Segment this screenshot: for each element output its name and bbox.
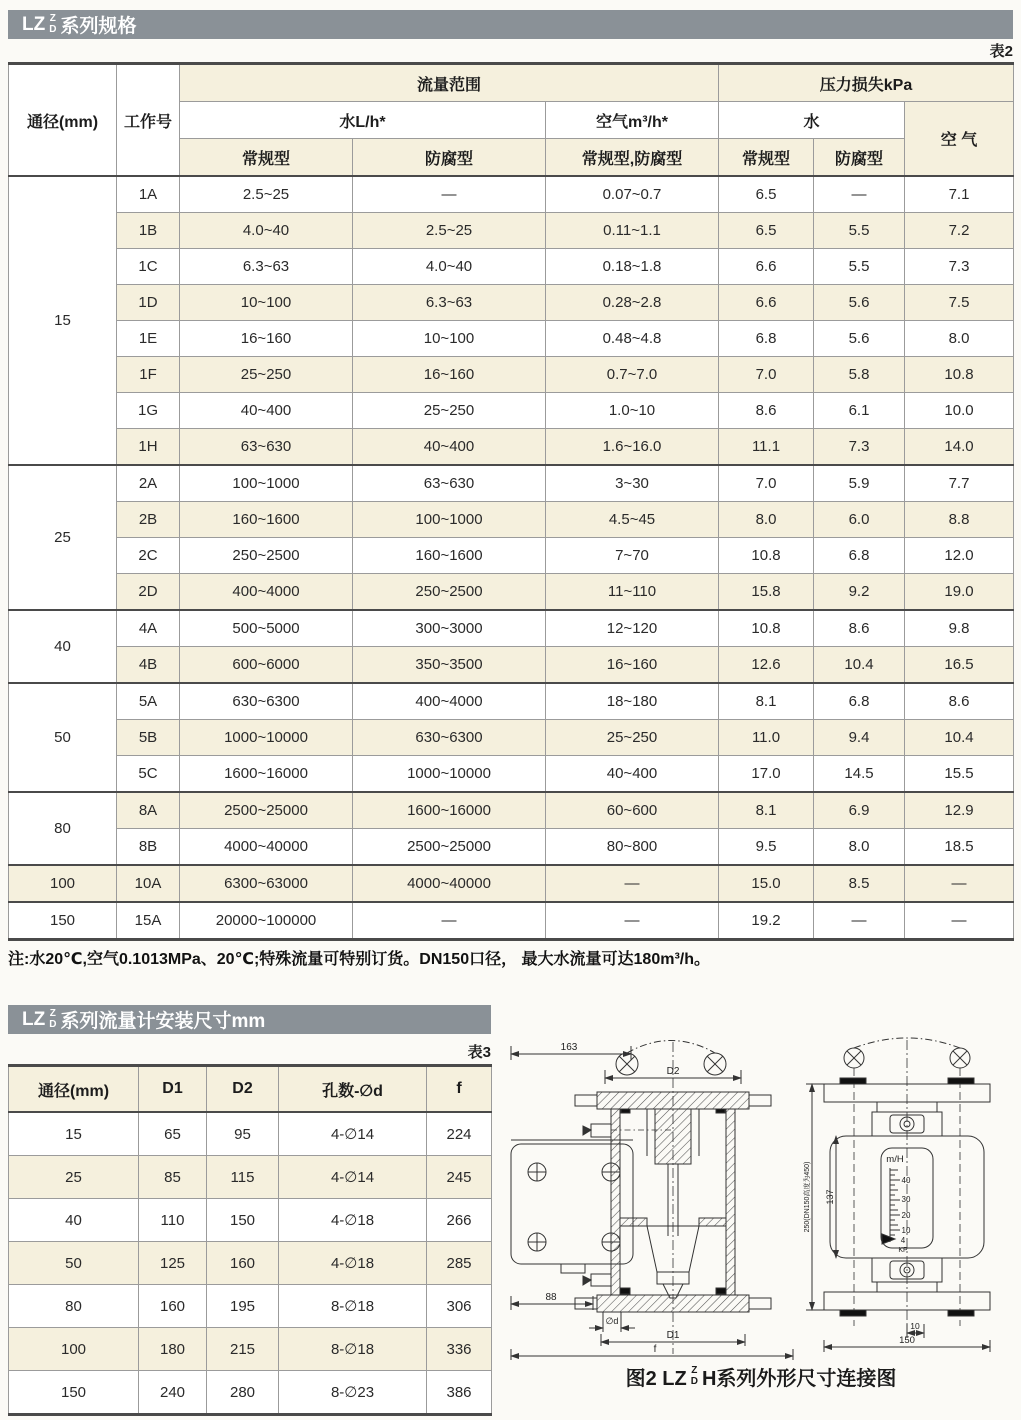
- value-cell: 1.6~16.0: [546, 429, 719, 466]
- work-no-cell: 8B: [117, 829, 180, 866]
- value-cell: 4.0~40: [353, 249, 546, 285]
- value-cell: 10~100: [180, 285, 353, 321]
- value-cell: 3~30: [546, 465, 719, 502]
- value-cell: 266: [427, 1199, 492, 1242]
- col-header-anticorrosion-type: 防腐型: [353, 139, 546, 177]
- side-fitting: [583, 1274, 611, 1286]
- series-logo-stack: [49, 14, 56, 35]
- value-cell: 100~1000: [180, 465, 353, 502]
- table-row: [9, 574, 1014, 611]
- value-cell: 4000~40000: [180, 829, 353, 866]
- value-cell: 40: [9, 1199, 139, 1242]
- value-cell: 1.0~10: [546, 393, 719, 429]
- value-cell: 2500~25000: [180, 792, 353, 829]
- section-title: 系列流量计安装尺寸mm: [60, 1011, 266, 1032]
- value-cell: 25~250: [546, 720, 719, 756]
- work-no-cell: 10A: [117, 865, 180, 902]
- pipe-size-cell: 150: [9, 902, 117, 940]
- value-cell: 0.18~1.8: [546, 249, 719, 285]
- value-cell: 5.5: [814, 213, 905, 249]
- table-row: [9, 1285, 492, 1328]
- value-cell: 40~400: [353, 429, 546, 466]
- value-cell: 7~70: [546, 538, 719, 574]
- value-cell: 4.0~40: [180, 213, 353, 249]
- value-cell: 9.8: [905, 610, 1014, 647]
- value-cell: 10~100: [353, 321, 546, 357]
- work-no-cell: 1D: [117, 285, 180, 321]
- value-cell: 19.0: [905, 574, 1014, 611]
- value-cell: 7.3: [814, 429, 905, 466]
- scale-tick-label: 20: [901, 1211, 911, 1220]
- tube-wall: [611, 1109, 620, 1295]
- table-row: [9, 610, 1014, 647]
- value-cell: 386: [427, 1371, 492, 1415]
- work-no-cell: 5A: [117, 683, 180, 720]
- pipe-size-cell: 15: [9, 176, 117, 465]
- value-cell: 500~5000: [180, 610, 353, 647]
- logo-sup: Z: [49, 1008, 56, 1019]
- value-cell: 11.0: [719, 720, 814, 756]
- value-cell: 15.0: [719, 865, 814, 902]
- value-cell: 285: [427, 1242, 492, 1285]
- table2-label: 表2: [989, 43, 1013, 60]
- bolt-icon: [528, 1163, 546, 1181]
- value-cell: 110: [139, 1199, 207, 1242]
- column-header: f: [427, 1066, 492, 1113]
- pipe-size-cell: 50: [9, 683, 117, 792]
- value-cell: 7.7: [905, 465, 1014, 502]
- value-cell: 6300~63000: [180, 865, 353, 902]
- table-row: [9, 1199, 492, 1242]
- install-table-header-row: [9, 1066, 492, 1113]
- series-logo-stack: [49, 1009, 56, 1030]
- dim-label: D1: [666, 1330, 680, 1341]
- work-no-cell: 15A: [117, 902, 180, 940]
- value-cell: 5.6: [814, 285, 905, 321]
- col-header-air: 空 气: [905, 102, 1014, 177]
- scale-ticks: [890, 1168, 900, 1242]
- value-cell: 2.5~25: [353, 213, 546, 249]
- value-cell: 630~6300: [353, 720, 546, 756]
- table-row: [9, 393, 1014, 429]
- value-cell: 18.5: [905, 829, 1014, 866]
- value-cell: 60~600: [546, 792, 719, 829]
- value-cell: 1000~10000: [353, 756, 546, 793]
- table-row: [9, 285, 1014, 321]
- dim-label: 137: [825, 1189, 835, 1205]
- column-header: 孔数-∅d: [279, 1066, 427, 1113]
- value-cell: 5.8: [814, 357, 905, 393]
- scale-unit-label: m/H: [886, 1154, 904, 1165]
- table-row: [9, 249, 1014, 285]
- dim-label: f: [653, 1344, 657, 1355]
- col-header-standard-anticorrosion: 常规型,防腐型: [546, 139, 719, 177]
- logo-sub: D: [49, 23, 57, 35]
- handwheel-icon: [616, 1053, 638, 1075]
- value-cell: 9.4: [814, 720, 905, 756]
- value-cell: 16.5: [905, 647, 1014, 684]
- value-cell: 1000~10000: [180, 720, 353, 756]
- tube-wall: [726, 1109, 735, 1295]
- value-cell: 6.1: [814, 393, 905, 429]
- section-install-header-bar: [8, 1005, 491, 1034]
- pipe-size-cell: 100: [9, 865, 117, 902]
- work-no-cell: 5C: [117, 756, 180, 793]
- section-spec-header-bar: [8, 10, 1013, 39]
- value-cell: 250~2500: [353, 574, 546, 611]
- value-cell: 14.5: [814, 756, 905, 793]
- value-cell: 8.1: [719, 792, 814, 829]
- value-cell: 6.3~63: [180, 249, 353, 285]
- value-cell: 10.4: [814, 647, 905, 684]
- value-cell: 160~1600: [180, 502, 353, 538]
- value-cell: 8.6: [814, 610, 905, 647]
- value-cell: 63~630: [180, 429, 353, 466]
- spec-table: [8, 62, 1014, 941]
- col-header-standard-type: 常规型: [180, 139, 353, 177]
- value-cell: 5.6: [814, 321, 905, 357]
- value-cell: 80: [9, 1285, 139, 1328]
- footnote: 注:水20℃,空气0.1013MPa、20℃;特殊流量可特别订货。DN150口径， 最大水流量可达180m³/h。: [8, 951, 711, 968]
- col-header-pipe-size: 通径(mm): [9, 64, 117, 177]
- logo-sup: Z: [49, 13, 56, 24]
- value-cell: 180: [139, 1328, 207, 1371]
- work-no-cell: 2C: [117, 538, 180, 574]
- pipe-size-cell: 80: [9, 792, 117, 865]
- value-cell: 40~400: [546, 756, 719, 793]
- value-cell: 8.0: [905, 321, 1014, 357]
- value-cell: 240: [139, 1371, 207, 1415]
- table-row: [9, 756, 1014, 793]
- value-cell: 9.5: [719, 829, 814, 866]
- value-cell: 85: [139, 1156, 207, 1199]
- value-cell: 250~2500: [180, 538, 353, 574]
- value-cell: 115: [207, 1156, 279, 1199]
- value-cell: 50: [9, 1242, 139, 1285]
- value-cell: 11~110: [546, 574, 719, 611]
- dim-label: 250(DN150高度为450): [804, 1161, 811, 1233]
- table-row: [9, 213, 1014, 249]
- scale-tick-label: 10: [901, 1226, 911, 1235]
- install-table-header: [9, 1066, 492, 1113]
- value-cell: 25~250: [353, 393, 546, 429]
- col-header-anticorrosion-type-2: 防腐型: [814, 139, 905, 177]
- value-cell: 6.5: [719, 213, 814, 249]
- external-view-drawing: [802, 1036, 1016, 1361]
- work-no-cell: 4B: [117, 647, 180, 684]
- pipe-size-cell: 40: [9, 610, 117, 683]
- dim-label: D2: [666, 1066, 680, 1077]
- value-cell: —: [814, 902, 905, 940]
- value-cell: 6.5: [719, 176, 814, 213]
- value-cell: 150: [9, 1371, 139, 1415]
- value-cell: 6.3~63: [353, 285, 546, 321]
- value-cell: 600~6000: [180, 647, 353, 684]
- value-cell: 16~160: [546, 647, 719, 684]
- value-cell: 18~180: [546, 683, 719, 720]
- column-header: 通径(mm): [9, 1066, 139, 1113]
- spec-table-header: [9, 64, 1014, 177]
- value-cell: 0.7~7.0: [546, 357, 719, 393]
- handwheel-icon: [844, 1048, 864, 1068]
- work-no-cell: 1C: [117, 249, 180, 285]
- value-cell: 400~4000: [180, 574, 353, 611]
- table-row: [9, 720, 1014, 756]
- col-header-water: 水: [719, 102, 905, 139]
- value-cell: 336: [427, 1328, 492, 1371]
- table-row: [9, 902, 1014, 940]
- scale-tick-label: 40: [901, 1176, 911, 1185]
- work-no-cell: 2B: [117, 502, 180, 538]
- table-row: [9, 1328, 492, 1371]
- value-cell: 4-∅18: [279, 1242, 427, 1285]
- value-cell: 306: [427, 1285, 492, 1328]
- value-cell: 125: [139, 1242, 207, 1285]
- value-cell: 8.8: [905, 502, 1014, 538]
- table-row: [9, 176, 1014, 213]
- value-cell: 7.2: [905, 213, 1014, 249]
- value-cell: 8-∅18: [279, 1285, 427, 1328]
- value-cell: —: [905, 902, 1014, 940]
- value-cell: 4000~40000: [353, 865, 546, 902]
- dim-label: 163: [560, 1042, 578, 1053]
- spec-table-body: [9, 176, 1014, 940]
- scale-tick-label: 30: [901, 1195, 911, 1204]
- table-row: [9, 357, 1014, 393]
- bolt-icon: [528, 1233, 546, 1251]
- value-cell: 1600~16000: [353, 792, 546, 829]
- table-row: [9, 1112, 492, 1156]
- table-row: [9, 829, 1014, 866]
- install-table-body: [9, 1112, 492, 1415]
- value-cell: 4-∅14: [279, 1156, 427, 1199]
- col-header-flow-range: 流量范围: [180, 64, 719, 102]
- value-cell: 25: [9, 1156, 139, 1199]
- figure-caption: 图2 LZ Z D H系列外形尺寸连接图: [625, 1365, 897, 1390]
- table-row: [9, 1242, 492, 1285]
- value-cell: 195: [207, 1285, 279, 1328]
- value-cell: 7.0: [719, 465, 814, 502]
- value-cell: 10.0: [905, 393, 1014, 429]
- work-no-cell: 2A: [117, 465, 180, 502]
- table-row: [9, 429, 1014, 466]
- sectional-view-drawing: [505, 1036, 800, 1361]
- value-cell: 350~3500: [353, 647, 546, 684]
- value-cell: 8.1: [719, 683, 814, 720]
- value-cell: 4-∅14: [279, 1112, 427, 1156]
- value-cell: 6.0: [814, 502, 905, 538]
- value-cell: 15.8: [719, 574, 814, 611]
- value-cell: 2.5~25: [180, 176, 353, 213]
- table3-label: 表3: [467, 1044, 491, 1061]
- work-no-cell: 1E: [117, 321, 180, 357]
- dim-label: 10: [910, 1321, 920, 1331]
- value-cell: 15: [9, 1112, 139, 1156]
- value-cell: 0.28~2.8: [546, 285, 719, 321]
- work-no-cell: 1B: [117, 213, 180, 249]
- work-no-cell: 1F: [117, 357, 180, 393]
- value-cell: 8.6: [905, 683, 1014, 720]
- value-cell: 400~4000: [353, 683, 546, 720]
- value-cell: 630~6300: [180, 683, 353, 720]
- bottom-flange: [597, 1295, 749, 1312]
- work-no-cell: 2D: [117, 574, 180, 611]
- value-cell: 7.3: [905, 249, 1014, 285]
- logo-sub: D: [49, 1018, 57, 1030]
- col-header-air-m3h: 空气m³/h*: [546, 102, 719, 139]
- table-row: [9, 683, 1014, 720]
- value-cell: 160~1600: [353, 538, 546, 574]
- value-cell: 0.48~4.8: [546, 321, 719, 357]
- value-cell: 8-∅18: [279, 1328, 427, 1371]
- value-cell: 215: [207, 1328, 279, 1371]
- value-cell: 100: [9, 1328, 139, 1371]
- bolt-icon: [602, 1233, 620, 1251]
- pipe-size-cell: 25: [9, 465, 117, 610]
- value-cell: 95: [207, 1112, 279, 1156]
- table-row: [9, 502, 1014, 538]
- value-cell: 7.1: [905, 176, 1014, 213]
- value-cell: 5.9: [814, 465, 905, 502]
- value-cell: 16~160: [180, 321, 353, 357]
- value-cell: 40~400: [180, 393, 353, 429]
- value-cell: 10.4: [905, 720, 1014, 756]
- value-cell: 6.8: [814, 538, 905, 574]
- value-cell: 8-∅23: [279, 1371, 427, 1415]
- value-cell: 6.9: [814, 792, 905, 829]
- value-cell: 19.2: [719, 902, 814, 940]
- table-row: [9, 865, 1014, 902]
- table-row: [9, 1371, 492, 1415]
- table-row: [9, 1156, 492, 1199]
- value-cell: 5.5: [814, 249, 905, 285]
- value-cell: 14.0: [905, 429, 1014, 466]
- value-cell: 25~250: [180, 357, 353, 393]
- value-cell: 280: [207, 1371, 279, 1415]
- column-header: D1: [139, 1066, 207, 1113]
- value-cell: 12~120: [546, 610, 719, 647]
- value-cell: 8.5: [814, 865, 905, 902]
- bolt-icon: [602, 1163, 620, 1181]
- work-no-cell: 8A: [117, 792, 180, 829]
- col-header-standard-type-2: 常规型: [719, 139, 814, 177]
- value-cell: —: [546, 902, 719, 940]
- series-logo: LZ: [22, 13, 46, 35]
- scale-tick-label: 4: [900, 1236, 906, 1245]
- value-cell: 17.0: [719, 756, 814, 793]
- table-row: [9, 647, 1014, 684]
- col-header-work-no: 工作号: [117, 64, 180, 177]
- table-row: [9, 465, 1014, 502]
- work-no-cell: 5B: [117, 720, 180, 756]
- col-header-pressure-loss: 压力损失kPa: [719, 64, 1014, 102]
- value-cell: 63~630: [353, 465, 546, 502]
- value-cell: 150: [207, 1199, 279, 1242]
- value-cell: 4-∅18: [279, 1199, 427, 1242]
- series-logo: LZ: [22, 1008, 46, 1030]
- value-cell: 6.6: [719, 285, 814, 321]
- scale-tick-label: KP: [898, 1247, 908, 1254]
- value-cell: 10.8: [905, 357, 1014, 393]
- value-cell: 224: [427, 1112, 492, 1156]
- value-cell: 7.0: [719, 357, 814, 393]
- work-no-cell: 1H: [117, 429, 180, 466]
- value-cell: —: [905, 865, 1014, 902]
- install-table: [8, 1064, 492, 1416]
- value-cell: 100~1000: [353, 502, 546, 538]
- section-title: 系列规格: [60, 16, 137, 37]
- value-cell: 8.0: [719, 502, 814, 538]
- value-cell: 10.8: [719, 610, 814, 647]
- value-cell: 0.07~0.7: [546, 176, 719, 213]
- value-cell: 160: [139, 1285, 207, 1328]
- value-cell: 7.5: [905, 285, 1014, 321]
- value-cell: 160: [207, 1242, 279, 1285]
- value-cell: —: [814, 176, 905, 213]
- value-cell: 8.6: [719, 393, 814, 429]
- value-cell: 12.9: [905, 792, 1014, 829]
- dim-label: 150: [899, 1335, 915, 1346]
- value-cell: 16~160: [353, 357, 546, 393]
- value-cell: 1600~16000: [180, 756, 353, 793]
- dim-label: 88: [545, 1292, 557, 1303]
- column-header: D2: [207, 1066, 279, 1113]
- value-cell: 6.8: [719, 321, 814, 357]
- value-cell: 12.0: [905, 538, 1014, 574]
- table-row: [9, 792, 1014, 829]
- handwheel-icon: [950, 1048, 970, 1068]
- value-cell: 8.0: [814, 829, 905, 866]
- handwheel-icon: [704, 1053, 726, 1075]
- value-cell: —: [353, 176, 546, 213]
- value-cell: 4.5~45: [546, 502, 719, 538]
- value-cell: 11.1: [719, 429, 814, 466]
- col-header-water-lh: 水L/h*: [180, 102, 546, 139]
- value-cell: —: [546, 865, 719, 902]
- value-cell: 6.6: [719, 249, 814, 285]
- value-cell: 10.8: [719, 538, 814, 574]
- value-cell: 245: [427, 1156, 492, 1199]
- work-no-cell: 1A: [117, 176, 180, 213]
- value-cell: 300~3000: [353, 610, 546, 647]
- header-row-1: [9, 64, 1014, 102]
- value-cell: 0.11~1.1: [546, 213, 719, 249]
- value-cell: 80~800: [546, 829, 719, 866]
- table-row: [9, 321, 1014, 357]
- dim-label: ∅d: [605, 1316, 619, 1326]
- value-cell: 65: [139, 1112, 207, 1156]
- value-cell: 20000~100000: [180, 902, 353, 940]
- value-cell: 6.8: [814, 683, 905, 720]
- work-no-cell: 1G: [117, 393, 180, 429]
- value-cell: 2500~25000: [353, 829, 546, 866]
- table-row: [9, 538, 1014, 574]
- value-cell: 15.5: [905, 756, 1014, 793]
- value-cell: —: [353, 902, 546, 940]
- work-no-cell: 4A: [117, 610, 180, 647]
- value-cell: 9.2: [814, 574, 905, 611]
- value-cell: 12.6: [719, 647, 814, 684]
